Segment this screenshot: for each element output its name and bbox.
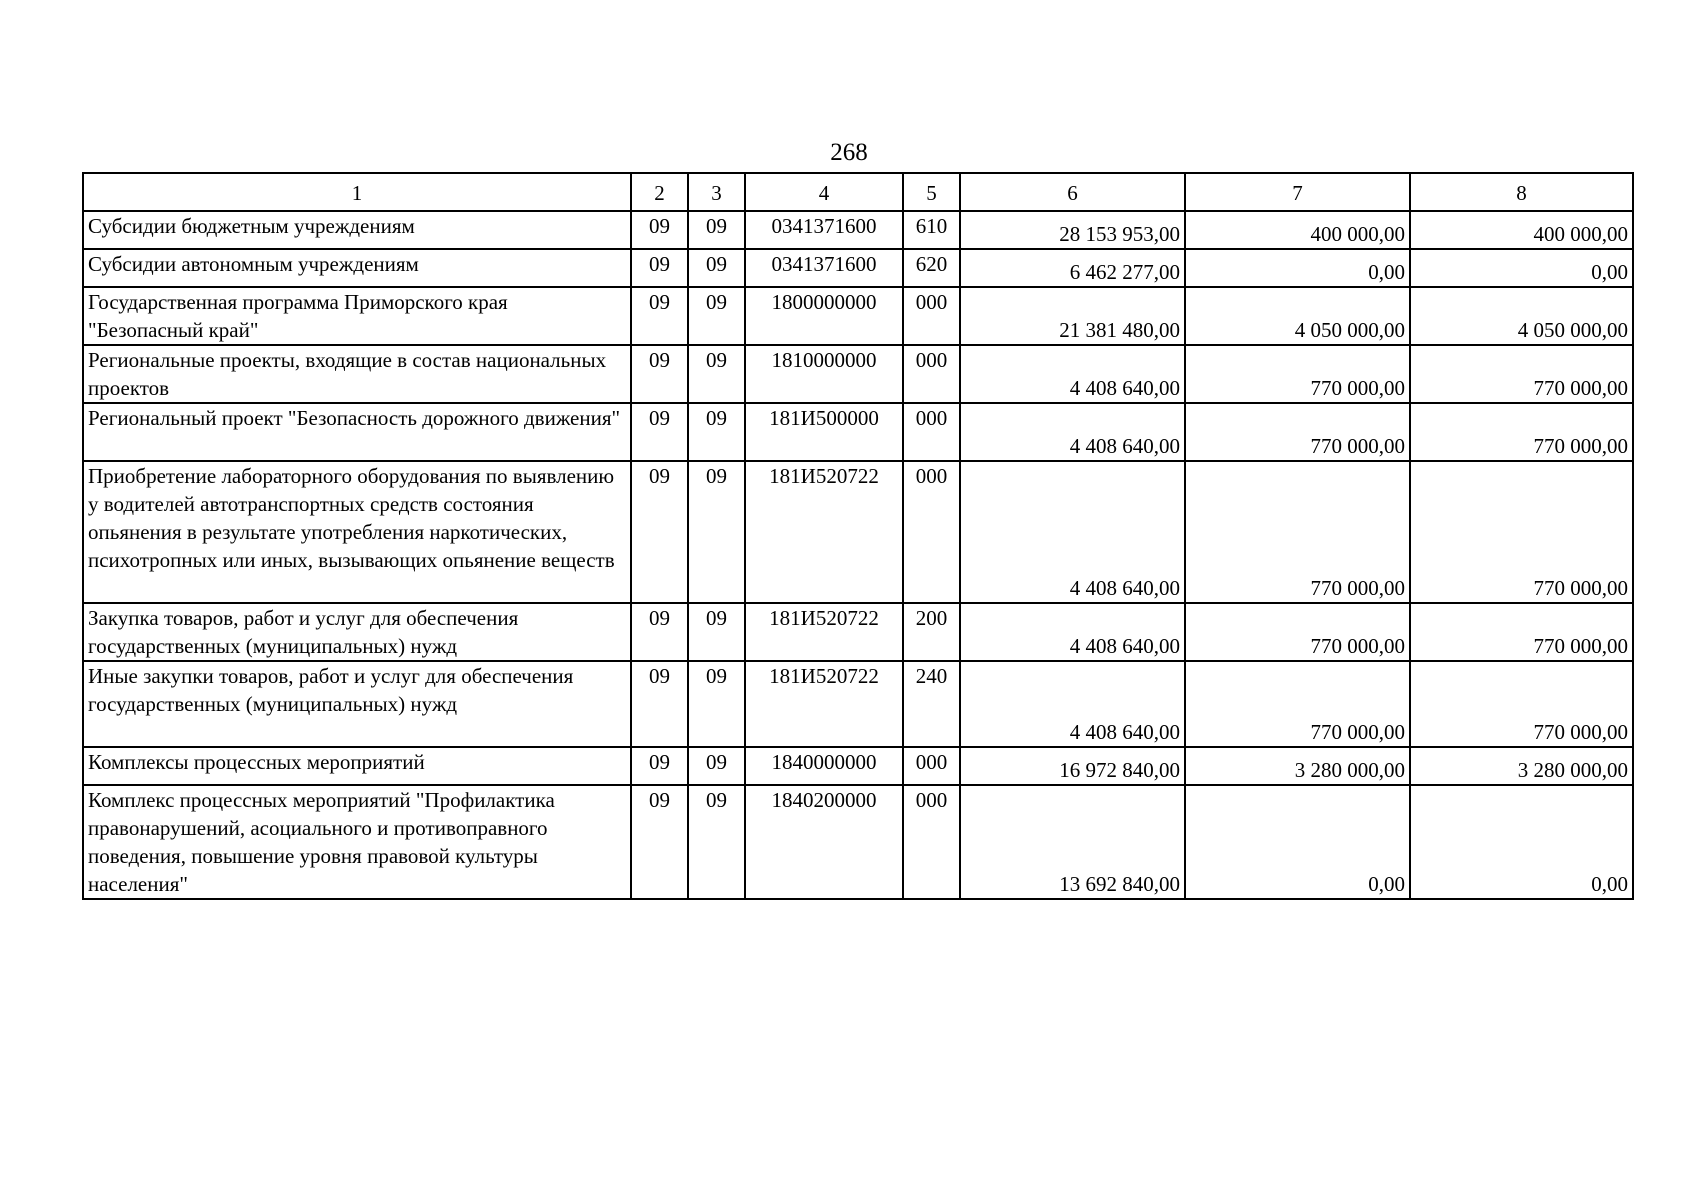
table-row [83, 345, 1633, 403]
row-code: 09 [688, 287, 745, 345]
row-code: 1840200000 [745, 785, 903, 899]
row-amount: 0,00 [1410, 785, 1633, 899]
row-code: 09 [688, 747, 745, 785]
table-row [83, 461, 1633, 603]
row-name: Приобретение лабораторного оборудования по выявлению у водителей автотранспортных средств состояния опьянения в результате употребления наркотических, психотропных или иных, вызывающих опьянение веществ [83, 461, 631, 603]
row-amount: 4 408 640,00 [960, 345, 1185, 403]
column-header: 2 [631, 173, 688, 211]
row-code: 09 [688, 603, 745, 661]
row-code: 200 [903, 603, 960, 661]
row-code: 09 [631, 603, 688, 661]
table-row [83, 661, 1633, 747]
table-row [83, 747, 1633, 785]
row-code: 09 [631, 661, 688, 747]
row-code: 620 [903, 249, 960, 287]
row-code: 0341371600 [745, 211, 903, 249]
page-number-text: 268 [830, 139, 868, 166]
row-name: Комплекс процессных мероприятий "Профилактика правонарушений, асоциального и противоправного поведения, повышение уровня правовой культуры населения" [83, 785, 631, 899]
row-code: 09 [688, 661, 745, 747]
row-amount: 0,00 [1410, 249, 1633, 287]
row-amount: 4 408 640,00 [960, 661, 1185, 747]
row-name: Субсидии бюджетным учреждениям [83, 211, 631, 249]
row-code: 09 [631, 747, 688, 785]
row-amount: 770 000,00 [1410, 661, 1633, 747]
row-amount: 400 000,00 [1185, 211, 1410, 249]
row-name: Субсидии автономным учреждениям [83, 249, 631, 287]
row-code: 09 [631, 461, 688, 603]
row-amount: 770 000,00 [1185, 461, 1410, 603]
row-code: 09 [688, 461, 745, 603]
row-code: 09 [631, 403, 688, 461]
table-row [83, 603, 1633, 661]
row-amount: 16 972 840,00 [960, 747, 1185, 785]
row-code: 000 [903, 461, 960, 603]
row-code: 09 [631, 249, 688, 287]
row-code: 0341371600 [745, 249, 903, 287]
row-amount: 4 408 640,00 [960, 461, 1185, 603]
row-name: Иные закупки товаров, работ и услуг для обеспечения государственных (муниципальных) нужд [83, 661, 631, 747]
row-code: 09 [631, 345, 688, 403]
column-header: 7 [1185, 173, 1410, 211]
column-header: 5 [903, 173, 960, 211]
row-code: 000 [903, 403, 960, 461]
row-amount: 13 692 840,00 [960, 785, 1185, 899]
row-amount: 770 000,00 [1185, 603, 1410, 661]
column-header: 1 [83, 173, 631, 211]
row-name: Закупка товаров, работ и услуг для обеспечения государственных (муниципальных) нужд [83, 603, 631, 661]
row-code: 09 [688, 785, 745, 899]
row-amount: 4 050 000,00 [1410, 287, 1633, 345]
row-code: 09 [688, 345, 745, 403]
column-header: 6 [960, 173, 1185, 211]
table-row [83, 403, 1633, 461]
row-amount: 770 000,00 [1185, 403, 1410, 461]
table-row [83, 211, 1633, 249]
row-amount: 0,00 [1185, 249, 1410, 287]
row-amount: 770 000,00 [1185, 661, 1410, 747]
column-header: 3 [688, 173, 745, 211]
row-amount: 4 408 640,00 [960, 403, 1185, 461]
row-code: 181И520722 [745, 461, 903, 603]
row-code: 1840000000 [745, 747, 903, 785]
row-code: 09 [631, 211, 688, 249]
row-code: 000 [903, 785, 960, 899]
row-code: 181И520722 [745, 661, 903, 747]
row-amount: 21 381 480,00 [960, 287, 1185, 345]
row-code: 181И500000 [745, 403, 903, 461]
row-amount: 770 000,00 [1410, 603, 1633, 661]
row-amount: 770 000,00 [1410, 461, 1633, 603]
row-code: 000 [903, 287, 960, 345]
column-header: 4 [745, 173, 903, 211]
header-row [83, 173, 1633, 211]
row-code: 09 [631, 785, 688, 899]
row-amount: 770 000,00 [1410, 403, 1633, 461]
row-amount: 4 050 000,00 [1185, 287, 1410, 345]
row-name: Комплексы процессных мероприятий [83, 747, 631, 785]
row-code: 09 [688, 249, 745, 287]
row-code: 1800000000 [745, 287, 903, 345]
row-amount: 6 462 277,00 [960, 249, 1185, 287]
row-amount: 28 153 953,00 [960, 211, 1185, 249]
row-code: 09 [688, 211, 745, 249]
budget-table [82, 172, 1634, 900]
row-name: Государственная программа Приморского края "Безопасный край" [83, 287, 631, 345]
table-row [83, 287, 1633, 345]
row-code: 000 [903, 345, 960, 403]
row-amount: 3 280 000,00 [1185, 747, 1410, 785]
row-amount: 770 000,00 [1185, 345, 1410, 403]
row-code: 181И520722 [745, 603, 903, 661]
row-amount: 0,00 [1185, 785, 1410, 899]
table-row [83, 785, 1633, 899]
row-name: Региональный проект "Безопасность дорожного движения" [83, 403, 631, 461]
column-header: 8 [1410, 173, 1633, 211]
row-name: Региональные проекты, входящие в состав национальных проектов [83, 345, 631, 403]
row-code: 1810000000 [745, 345, 903, 403]
row-amount: 4 408 640,00 [960, 603, 1185, 661]
row-code: 000 [903, 747, 960, 785]
row-code: 240 [903, 661, 960, 747]
row-code: 09 [631, 287, 688, 345]
table-row [83, 249, 1633, 287]
row-amount: 400 000,00 [1410, 211, 1633, 249]
row-code: 09 [688, 403, 745, 461]
row-amount: 770 000,00 [1410, 345, 1633, 403]
row-code: 610 [903, 211, 960, 249]
row-amount: 3 280 000,00 [1410, 747, 1633, 785]
page-number [0, 138, 1698, 168]
